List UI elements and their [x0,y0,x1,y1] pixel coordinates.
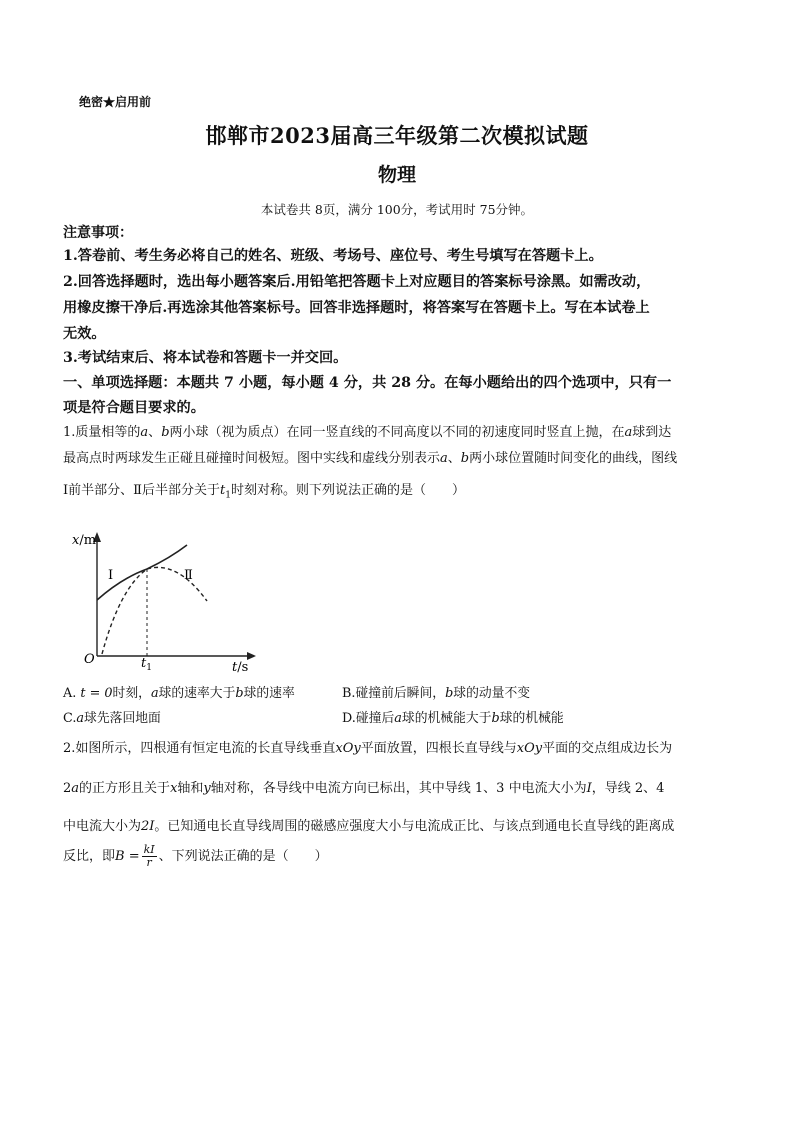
question-2-line-1: 2.如图所示，四根通有恒定电流的长直导线垂直xOy平面放置，四根长直导线与xOy平面的交点组成边长为 [63,741,673,756]
question-1-line-1: 1.质量相等的a、b两小球（视为质点）在同一竖直线的不同高度以不同的初速度同时竖直上抛，在a球到达 [63,425,672,440]
time-axis-label: t/s [232,660,249,673]
question-2-line-4: 反比，即B = $\frac{kI}{r}$ 、下列说法正确的是（ ） [63,843,328,869]
subject-title: 物理 [377,164,416,186]
question-1-option-a: A. t = 0时刻，a球的速率大于b球的速率 [63,686,295,701]
exam-title: 邯郸市2023届高三年级第二次模拟试题 [205,123,589,148]
note-item-2-line-3: 无效。 [63,326,106,342]
question-1-line-3: Ⅰ前半部分、Ⅱ后半部分关于$t_1$时刻对称。则下列说法正确的是（ ） [63,483,465,501]
question-1-option-d: D.碰撞后a球的机械能大于b球的机械能 [342,711,564,726]
notes-heading: 注意事项： [63,225,133,241]
t1-label: $t_1$ [141,656,152,673]
curve-I-label: Ⅰ [108,568,114,583]
question-1-option-b: B.碰撞前后瞬间，b球的动量不变 [342,686,531,701]
origin-label: O [84,652,95,667]
exam-info: 本试卷共 8页，满分 100分，考试用时 75分钟。 [260,202,534,217]
confidential-mark: 绝密★启用前 [79,95,152,109]
question-2-line-3: 中电流大小为2I。已知通电长直导线周围的磁感应强度大小与电流成正比、与该点到通电长直导线的距离成 [63,819,675,834]
note-item-2-line-2: 用橡皮擦干净后.再选涂其他答案标号。回答非选择题时，将答案写在答题卡上。写在本试卷上 [63,300,650,316]
position-time-graph [62,528,262,673]
note-item-1: 1.答卷前、考生务必将自己的姓名、班级、考场号、座位号、考生号填写在答题卡上。 [63,248,603,264]
question-1-line-2: 最高点时两球发生正碰且碰撞时间极短。图中实线和虚线分别表示a、b两小球位置随时间变化的曲线，图线 [63,451,678,466]
section-1-heading-line-2: 项是符合题目要求的。 [63,400,205,416]
time-axis-arrow [247,652,256,660]
formula-fraction: $\frac{kI}{r}$ [143,843,155,869]
section-1-heading-line-1: 一、单项选择题：本题共 7 小题，每小题 4 分，共 28 分。在每小题给出的四个选项中，只有一 [63,375,672,391]
position-axis-label: x/m [72,533,97,548]
question-1-option-c: C.a球先落回地面 [63,711,161,726]
note-item-2-line-1: 2.回答选择题时，选出每小题答案后.用铅笔把答题卡上对应题目的答案标号涂黑。如需改动， [63,274,651,290]
note-item-3: 3.考试结束后、将本试卷和答题卡一并交回。 [63,350,348,366]
curve-II-label: Ⅱ [184,568,193,583]
question-2-line-2: 2a的正方形且关于x轴和y轴对称，各导线中电流方向已标出，其中导线 1、3 中电流大小为I，导线 2、4 [63,781,665,796]
